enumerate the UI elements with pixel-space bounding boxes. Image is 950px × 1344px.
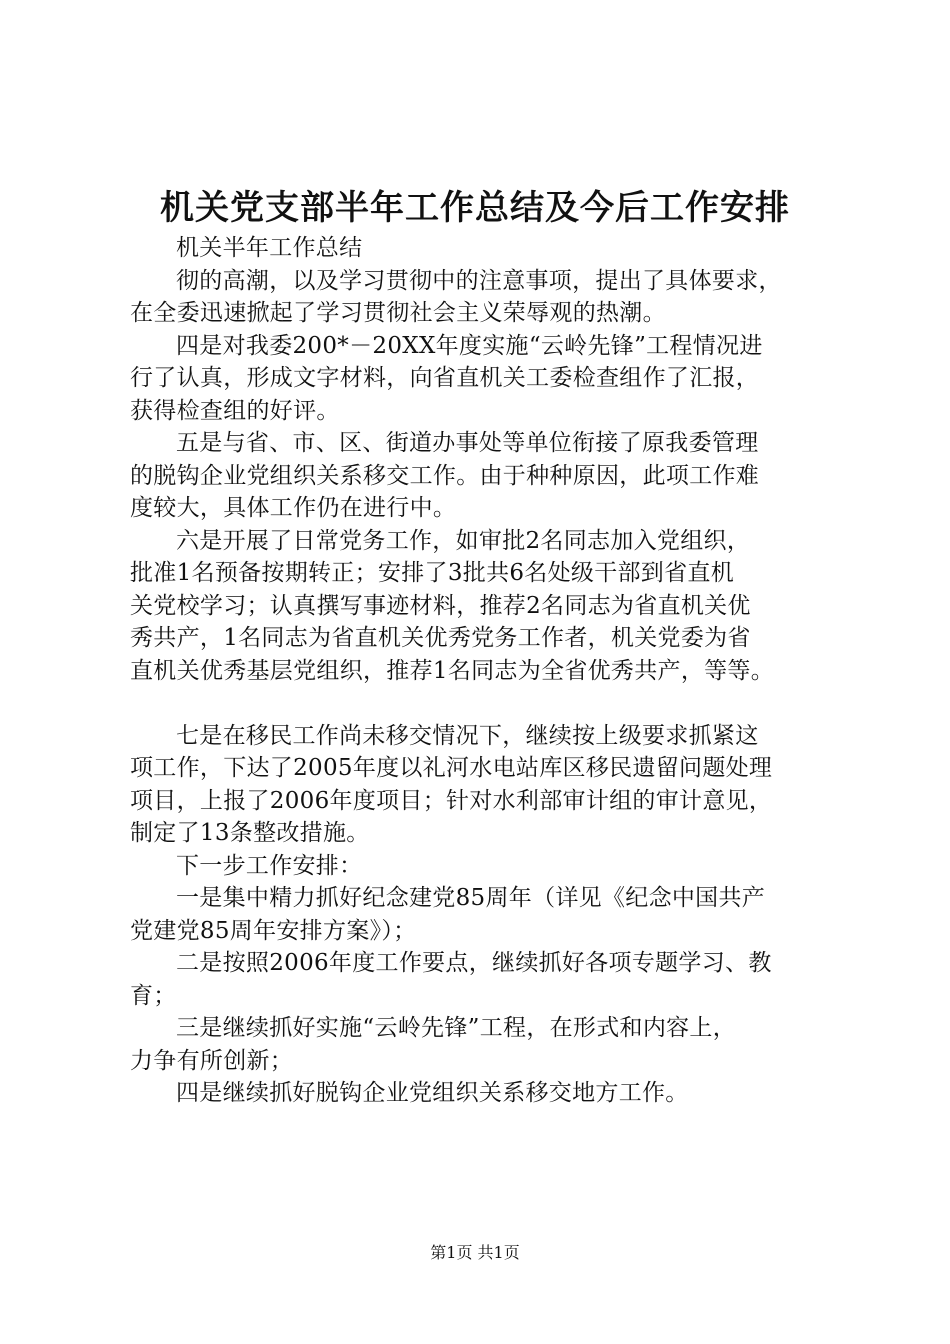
paragraph: 三是继续抓好实施“云岭先锋”工程，在形式和内容上， 力争有所创新； (130, 1015, 737, 1074)
page-indicator: 第1页 共1页 (430, 1243, 520, 1262)
paragraph: 彻的高潮，以及学习贯彻中的注意事项，提出了具体要求， 在全委迅速掀起了学习贯彻社会主义荣辱观的热潮。 (130, 267, 782, 326)
paragraph: 一是集中精力抓好纪念建党85周年（详见《纪念中国共产 党建党85周年安排方案》）； (130, 885, 766, 944)
paragraph: 六是开展了日常党务工作，如审批2名同志加入党组织， 批准1名预备按期转正；安排了3批共6名处级干部到省直机 关党校学习；认真撰写事迹材料，推荐2名同志为省直机关优 秀共产，1名同志为省直机关优秀党务工作者，机关党委为省 直机关优秀基层党组织，推荐1名同志为全省优秀共产，等等。 (130, 527, 775, 684)
paragraph: 二是按照2006年度工作要点，继续抓好各项专题学习、教 育； (130, 950, 772, 1009)
paragraph-heading: 下一步工作安排： (176, 852, 363, 879)
paragraph: 四是继续抓好脱钩企业党组织关系移交地方工作。 (176, 1080, 689, 1106)
document-title: 机关党支部半年工作总结及今后工作安排 (160, 188, 790, 228)
paragraph-spacer (130, 687, 836, 720)
paragraph: 七是在移民工作尚未移交情况下，继续按上级要求抓紧这 项工作，下达了2005年度以礼河水电站库区移民遗留问题处理 项目，上报了2006年度项目；针对水利部审计组的审计意见， 制定了13条整改措施。 (130, 722, 773, 846)
paragraph: 五是与省、市、区、街道办事处等单位衔接了原我委管理 的脱钩企业党组织关系移交工作。由于种种原因，此项工作难 度较大，具体工作仍在进行中。 (130, 430, 760, 521)
paragraph-subtitle: 机关半年工作总结 (176, 235, 363, 261)
document-body (130, 232, 836, 1110)
paragraph: 四是对我委200*－20XX年度实施“云岭先锋”工程情况进 行了认真，形成文字材料，向省直机关工委检查组作了汇报， 获得检查组的好评。 (130, 332, 763, 424)
